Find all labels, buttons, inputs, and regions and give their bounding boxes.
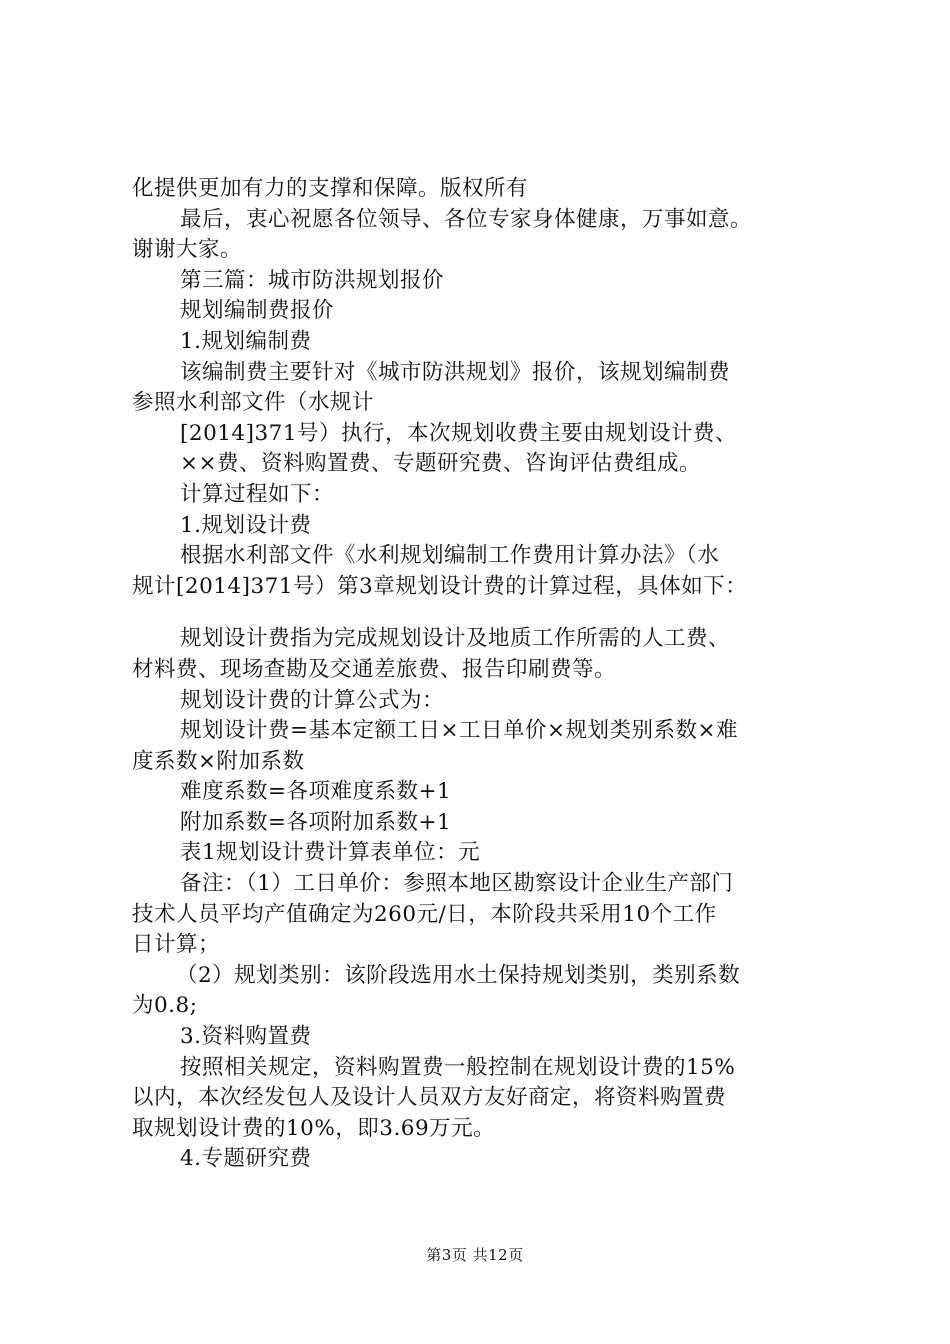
note-line: （2）规划类别：该阶段选用水土保持规划类别，类别系数: [176, 962, 741, 988]
text-line: 根据水利部文件《水利规划编制工作费用计算办法》（水: [180, 543, 720, 569]
text-line: 最后，衷心祝愿各位领导、各位专家身体健康，万事如意。: [180, 206, 753, 232]
text-line: 规计[2014]371号）第3章规划设计费的计算过程，具体如下：: [132, 573, 748, 599]
text-line: 参照水利部文件（水规计: [132, 390, 375, 416]
document-body: [132, 174, 844, 1175]
paragraph-gap: [132, 602, 844, 624]
page-number-footer: 第3页 共12页: [426, 1246, 524, 1264]
section-heading: 第三篇：城市防洪规划报价: [180, 267, 445, 293]
text-line: 该编制费主要针对《城市防洪规划》报价，该规划编制费: [180, 359, 731, 385]
table-caption: 表1规划设计费计算表单位：元: [180, 840, 481, 866]
text-line: 规划设计费的计算公式为：: [180, 687, 445, 713]
text-line: 以内，本次经发包人及设计人员双方友好商定，将资料购置费: [132, 1085, 727, 1111]
text-line: 材料费、现场查勘及交通差旅费、报告印刷费等。: [132, 656, 617, 682]
formula-line: 难度系数=各项难度系数+1: [180, 779, 452, 805]
text-line: 按照相关规定，资料购置费一般控制在规划设计费的15%: [180, 1054, 736, 1080]
item-heading: 4.专题研究费: [180, 1146, 312, 1172]
note-line: 为0.8;: [132, 993, 198, 1019]
text-line: 取规划设计费的10%，即3.69万元。: [132, 1115, 496, 1141]
formula-line: 附加系数=各项附加系数+1: [180, 809, 452, 835]
note-line: 备注：（1）工日单价：参照本地区勘察设计企业生产部门: [180, 871, 734, 897]
formula-line: 度系数×附加系数: [132, 748, 305, 774]
formula-line: 规划设计费=基本定额工日×工日单价×规划类别系数×难: [180, 718, 739, 744]
text-line: [2014]371号）执行，本次规划收费主要由规划设计费、: [180, 420, 738, 446]
item-heading: 3.资料购置费: [180, 1024, 312, 1050]
note-line: 技术人员平均产值确定为260元/日，本阶段共采用10个工作: [132, 901, 717, 927]
note-line: 日计算；: [132, 932, 221, 958]
text-line: 化提供更加有力的支撑和保障。版权所有: [132, 176, 529, 201]
text-line: 谢谢大家。: [132, 237, 243, 263]
text-line: ××费、资料购置费、专题研究费、咨询评估费组成。: [180, 451, 702, 477]
item-heading: 1.规划设计费: [180, 512, 312, 538]
text-line: 计算过程如下：: [180, 481, 335, 507]
text-line: 规划设计费指为完成规划设计及地质工作所需的人工费、: [180, 626, 731, 652]
subsection-heading: 规划编制费报价: [180, 298, 335, 324]
item-heading: 1.规划编制费: [180, 328, 312, 354]
